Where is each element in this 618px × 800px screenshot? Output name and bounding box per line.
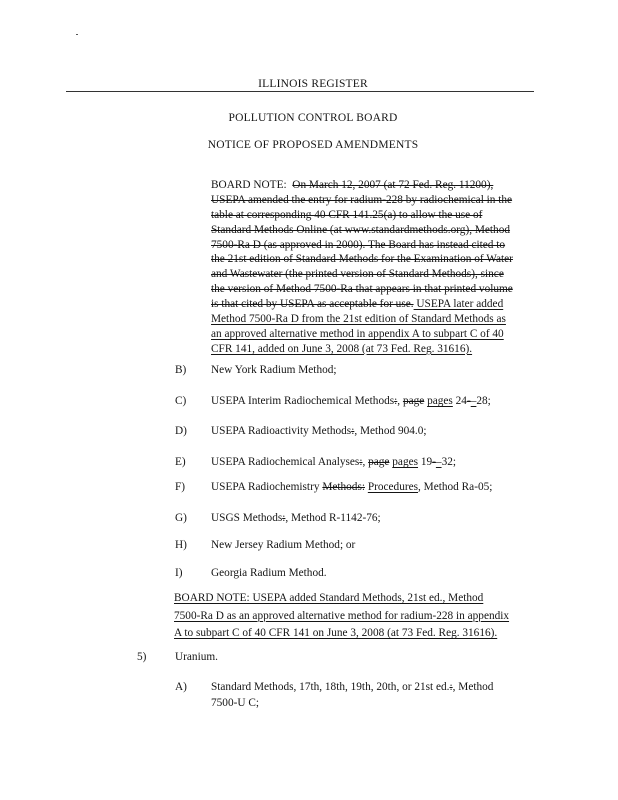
method-item-text [211, 511, 381, 525]
board-note-2-line: 7500-Ra D as an approved alternative method for radium-228 in appendix [174, 609, 510, 622]
item-letter: A) [175, 681, 187, 693]
deleted-text: page [402, 395, 425, 407]
deleted-text: Standard Methods Online (at www.standardmethods.org), Method [211, 223, 511, 236]
item-text: Standard Methods, 17th, 18th, 19th, 20th, or 21st ed. [211, 681, 450, 693]
deleted-text: the version of Method 7500-Ra that appears in that printed volume [211, 283, 513, 296]
deleted-text: : [359, 456, 363, 468]
item-letter: C) [175, 395, 187, 407]
method-item-text [211, 455, 456, 469]
deleted-text: the 21st edition of Standard Methods for the Examination of Water [211, 253, 513, 266]
item-text: 32; [441, 456, 456, 468]
board-note-2-line: A to subpart C of 40 CFR 141 on June 3, 2008 (at 73 Fed. Reg. 31616). [174, 627, 498, 639]
deleted-text: : [282, 512, 286, 524]
board-note-1-line [211, 193, 513, 208]
deleted-text: - [432, 456, 436, 468]
item-letter: F) [175, 481, 186, 493]
item-text: , Method [452, 681, 494, 693]
added-text: an approved alternative method in appendix A to subpart C of 40 [211, 327, 504, 340]
item-text: , [362, 456, 369, 468]
deleted-text: is that cited by USEPA as acceptable for use. [211, 298, 414, 311]
added-text: Method 7500-Ra D from the 21st edition of Standard Methods as [211, 313, 506, 326]
section-number: 5) [137, 651, 147, 663]
item-letter: B) [175, 364, 187, 376]
deleted-text: Methods: [322, 481, 365, 493]
item-a-line-2: 7500-U C; [211, 697, 260, 709]
item-text: , Method R-1142-76; [285, 512, 381, 524]
item-text: USGS Methods [211, 512, 283, 524]
item-text: USEPA Radioactivity Methods [211, 425, 352, 437]
board-note-1-line [211, 252, 513, 267]
register-title: ILLINOIS REGISTER [258, 78, 368, 90]
item-text: 19 [418, 456, 433, 468]
scan-speck [76, 34, 78, 35]
added-text: – [435, 456, 442, 468]
header-rule [66, 91, 534, 92]
board-note-label: BOARD NOTE: [211, 179, 293, 191]
item-text: USEPA Interim Radiochemical Methods [211, 395, 395, 407]
item-letter: D) [175, 425, 187, 437]
deleted-text: 7500-Ra D (as approved in 2000). The Board has instead cited to [211, 238, 506, 251]
deleted-text: and Wastewater (the printed version of Standard Methods), since [211, 268, 504, 281]
deleted-text: : [351, 425, 355, 437]
item-text: 24 [452, 395, 467, 407]
board-note-1-line [211, 178, 513, 193]
deleted-text: : [449, 681, 453, 693]
item-text: , Method 904.0; [354, 425, 427, 437]
board-title: POLLUTION CONTROL BOARD [228, 112, 398, 124]
deleted-text: USEPA amended the entry for radium-228 by radiochemical in the [211, 193, 513, 206]
added-text: – [470, 395, 477, 407]
added-text: USEPA later added [413, 298, 504, 311]
deleted-text: table at corresponding 40 CFR 141.25(a) to allow the use of [211, 208, 483, 221]
item-a-line-1 [211, 680, 493, 694]
item-text: New Jersey Radium Method; or [211, 539, 356, 551]
item-text: , [397, 395, 403, 407]
deleted-text: : [394, 395, 398, 407]
method-item-text [211, 363, 337, 377]
deleted-text: page [368, 456, 390, 468]
added-text: pages [427, 395, 453, 407]
added-text: Procedures [367, 481, 419, 493]
board-note-1-line [211, 312, 513, 327]
item-letter: H) [175, 539, 187, 551]
item-text: New York Radium Method; [211, 364, 337, 376]
board-note-1-line [211, 297, 513, 312]
item-letter: I) [175, 567, 183, 579]
method-item-text [211, 394, 491, 408]
board-note-1 [211, 178, 513, 357]
method-item-text [211, 566, 327, 580]
method-item-text [211, 480, 492, 494]
item-letter: G) [175, 512, 187, 524]
board-note-1-line [211, 342, 513, 357]
item-text: , Method Ra-05; [418, 481, 493, 493]
added-text: pages [392, 456, 419, 468]
method-item-text [211, 424, 427, 438]
added-text: CFR 141, added on June 3, 2008 (at 73 Fed. Reg. 31616). [211, 342, 473, 355]
board-note-1-line [211, 282, 513, 297]
item-text: USEPA Radiochemical Analyses [211, 456, 360, 468]
deleted-text: - [466, 395, 471, 407]
board-note-1-line [211, 223, 513, 238]
board-note-1-line [211, 208, 513, 223]
board-note-1-line [211, 327, 513, 342]
board-note-1-line [211, 267, 513, 282]
board-note-1-line [211, 238, 513, 253]
item-text: Georgia Radium Method. [211, 567, 327, 579]
board-note-2-line: BOARD NOTE: USEPA added Standard Methods, 21st ed., Method [174, 592, 484, 604]
notice-title: NOTICE OF PROPOSED AMENDMENTS [207, 139, 419, 151]
deleted-text: On March 12, 2007 (at 72 Fed. Reg. 11200), [292, 179, 494, 191]
section-title: Uranium. [175, 651, 218, 663]
item-text: USEPA Radiochemistry [211, 481, 323, 493]
method-item-text [211, 538, 355, 552]
board-note-2 [174, 591, 509, 644]
item-text: 28; [476, 395, 491, 407]
item-letter: E) [175, 456, 186, 468]
